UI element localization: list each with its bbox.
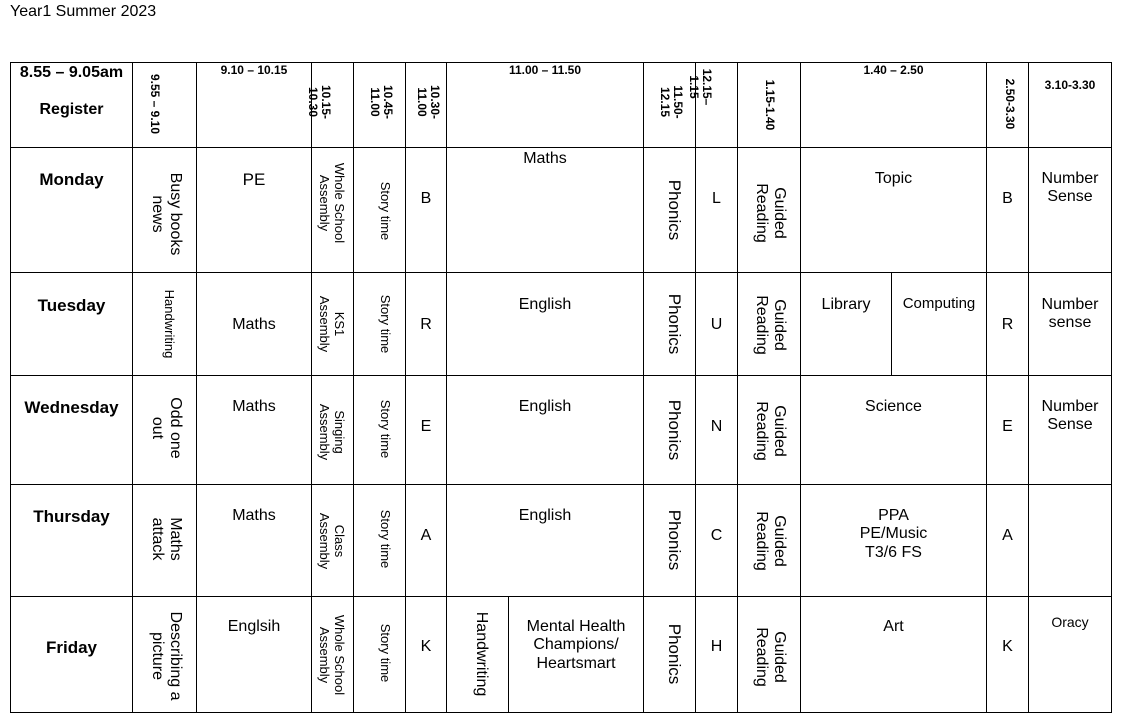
grid-line <box>132 62 133 713</box>
day-thursday: Thursday <box>33 507 110 526</box>
lesson-assembly: KS1 Assembly <box>317 295 347 353</box>
lesson-slot1: Englsih <box>227 618 281 635</box>
lesson-assembly: Singing Assembly <box>317 403 347 461</box>
lesson-phonics: Phonics <box>665 179 684 241</box>
lesson-slot1: PE <box>242 170 266 189</box>
break-letter: R <box>420 316 432 333</box>
grid-line <box>737 62 738 713</box>
pm-break-letter: K <box>1002 638 1013 655</box>
lesson-slot2: Maths <box>523 150 567 167</box>
lesson-story: Story time <box>378 181 393 241</box>
grid-line <box>643 62 644 713</box>
lesson-slot2: English <box>518 507 572 524</box>
time-slot: 1.40 – 2.50 <box>863 63 924 77</box>
lesson-guided-reading: Guided Reading <box>753 627 788 687</box>
lesson-phonics: Phonics <box>665 293 684 355</box>
grid-line <box>196 62 197 713</box>
lesson-phonics: Phonics <box>665 399 684 461</box>
grid-line <box>800 62 801 713</box>
lesson-slot2: English <box>518 398 572 415</box>
grid-line <box>891 272 892 375</box>
grid-line <box>10 147 1112 148</box>
break-letter: E <box>420 418 432 435</box>
lesson-afternoon: PPA PE/Music T3/6 FS <box>859 507 928 561</box>
register-label: Register <box>39 101 104 118</box>
time-slot: 10.15- 10.30 <box>305 84 333 120</box>
lunch-letter: L <box>712 190 721 207</box>
day-wednesday: Wednesday <box>24 398 119 417</box>
grid-line <box>311 62 312 713</box>
day-tuesday: Tuesday <box>37 296 106 315</box>
pm-break-letter: B <box>1002 190 1013 207</box>
time-slot: 10.45- 11.00 <box>367 84 395 120</box>
grid-line <box>1111 62 1112 713</box>
lesson-handwriting: Handwriting <box>473 611 490 697</box>
lesson-afternoon: Art <box>883 618 904 635</box>
pm-break-letter: E <box>1002 418 1013 435</box>
lesson-library: Library <box>821 296 871 313</box>
lesson-last: Oracy <box>1051 614 1089 630</box>
lesson-early: Odd one out <box>149 397 184 459</box>
lesson-story: Story time <box>378 294 393 354</box>
grid-line <box>10 484 1112 485</box>
lesson-afternoon: Science <box>865 398 922 415</box>
lunch-letter: C <box>710 527 723 544</box>
time-slot: 9.55 – 9.10 <box>148 73 162 135</box>
lesson-last: Number Sense <box>1041 170 1099 206</box>
lesson-guided-reading: Guided Reading <box>753 401 788 461</box>
lunch-letter: H <box>710 638 723 655</box>
grid-line <box>986 62 987 713</box>
grid-line <box>10 62 11 713</box>
lesson-early: Handwriting <box>162 289 177 359</box>
page-title: Year1 Summer 2023 <box>10 3 157 20</box>
lesson-story: Story time <box>378 509 393 569</box>
time-slot: 9.10 – 10.15 <box>220 63 288 77</box>
lesson-assembly: Class Assembly <box>317 512 347 570</box>
lesson-assembly: Whole School Assembly <box>317 614 347 696</box>
lesson-mental-health: Mental Health Champions/ Heartsmart <box>526 618 626 672</box>
break-letter: B <box>420 190 432 207</box>
time-slot: 11.00 – 11.50 <box>508 63 582 77</box>
lesson-slot1: Maths <box>232 507 276 524</box>
day-friday: Friday <box>45 638 98 657</box>
grid-line <box>353 62 354 713</box>
lesson-slot2: English <box>518 296 572 313</box>
lesson-story: Story time <box>378 623 393 683</box>
lesson-computing: Computing <box>902 295 976 312</box>
lesson-phonics: Phonics <box>665 509 684 571</box>
lesson-early: Describing a picture <box>149 611 184 701</box>
lesson-guided-reading: Guided Reading <box>753 295 788 355</box>
grid-line <box>695 62 696 713</box>
pm-break-letter: A <box>1002 527 1013 544</box>
lesson-slot1: Maths <box>232 398 276 415</box>
lesson-early: Busy books news <box>149 172 184 256</box>
lesson-story: Story time <box>378 399 393 459</box>
lunch-letter: U <box>710 316 723 333</box>
time-slot: 10.30- 11.00 <box>414 84 442 120</box>
lesson-early: Maths attack <box>149 517 184 561</box>
lesson-guided-reading: Guided Reading <box>753 183 788 243</box>
break-letter: K <box>420 638 432 655</box>
time-slot: 2.50-3.30 <box>1003 78 1017 130</box>
time-slot: 3.10-3.30 <box>1044 78 1096 92</box>
lesson-last: Number sense <box>1041 296 1099 332</box>
lesson-afternoon: Topic <box>874 170 913 187</box>
time-slot: 11.50- 12.15 <box>657 85 685 119</box>
time-slot: 12.15– 1.15 <box>686 68 714 106</box>
pm-break-letter: R <box>1001 316 1014 333</box>
break-letter: A <box>420 527 432 544</box>
lesson-last: Number Sense <box>1041 398 1099 434</box>
lesson-phonics: Phonics <box>665 623 684 685</box>
lesson-guided-reading: Guided Reading <box>753 511 788 571</box>
grid-line <box>10 375 1112 376</box>
lesson-slot1: Maths <box>232 316 276 333</box>
lesson-assembly: Whole School Assembly <box>317 162 347 244</box>
grid-line <box>405 62 406 713</box>
day-monday: Monday <box>39 170 104 189</box>
time-slot: 1.15-1.40 <box>763 79 777 131</box>
lunch-letter: N <box>710 418 723 435</box>
register-time: 8.55 – 9.05am <box>19 64 124 81</box>
